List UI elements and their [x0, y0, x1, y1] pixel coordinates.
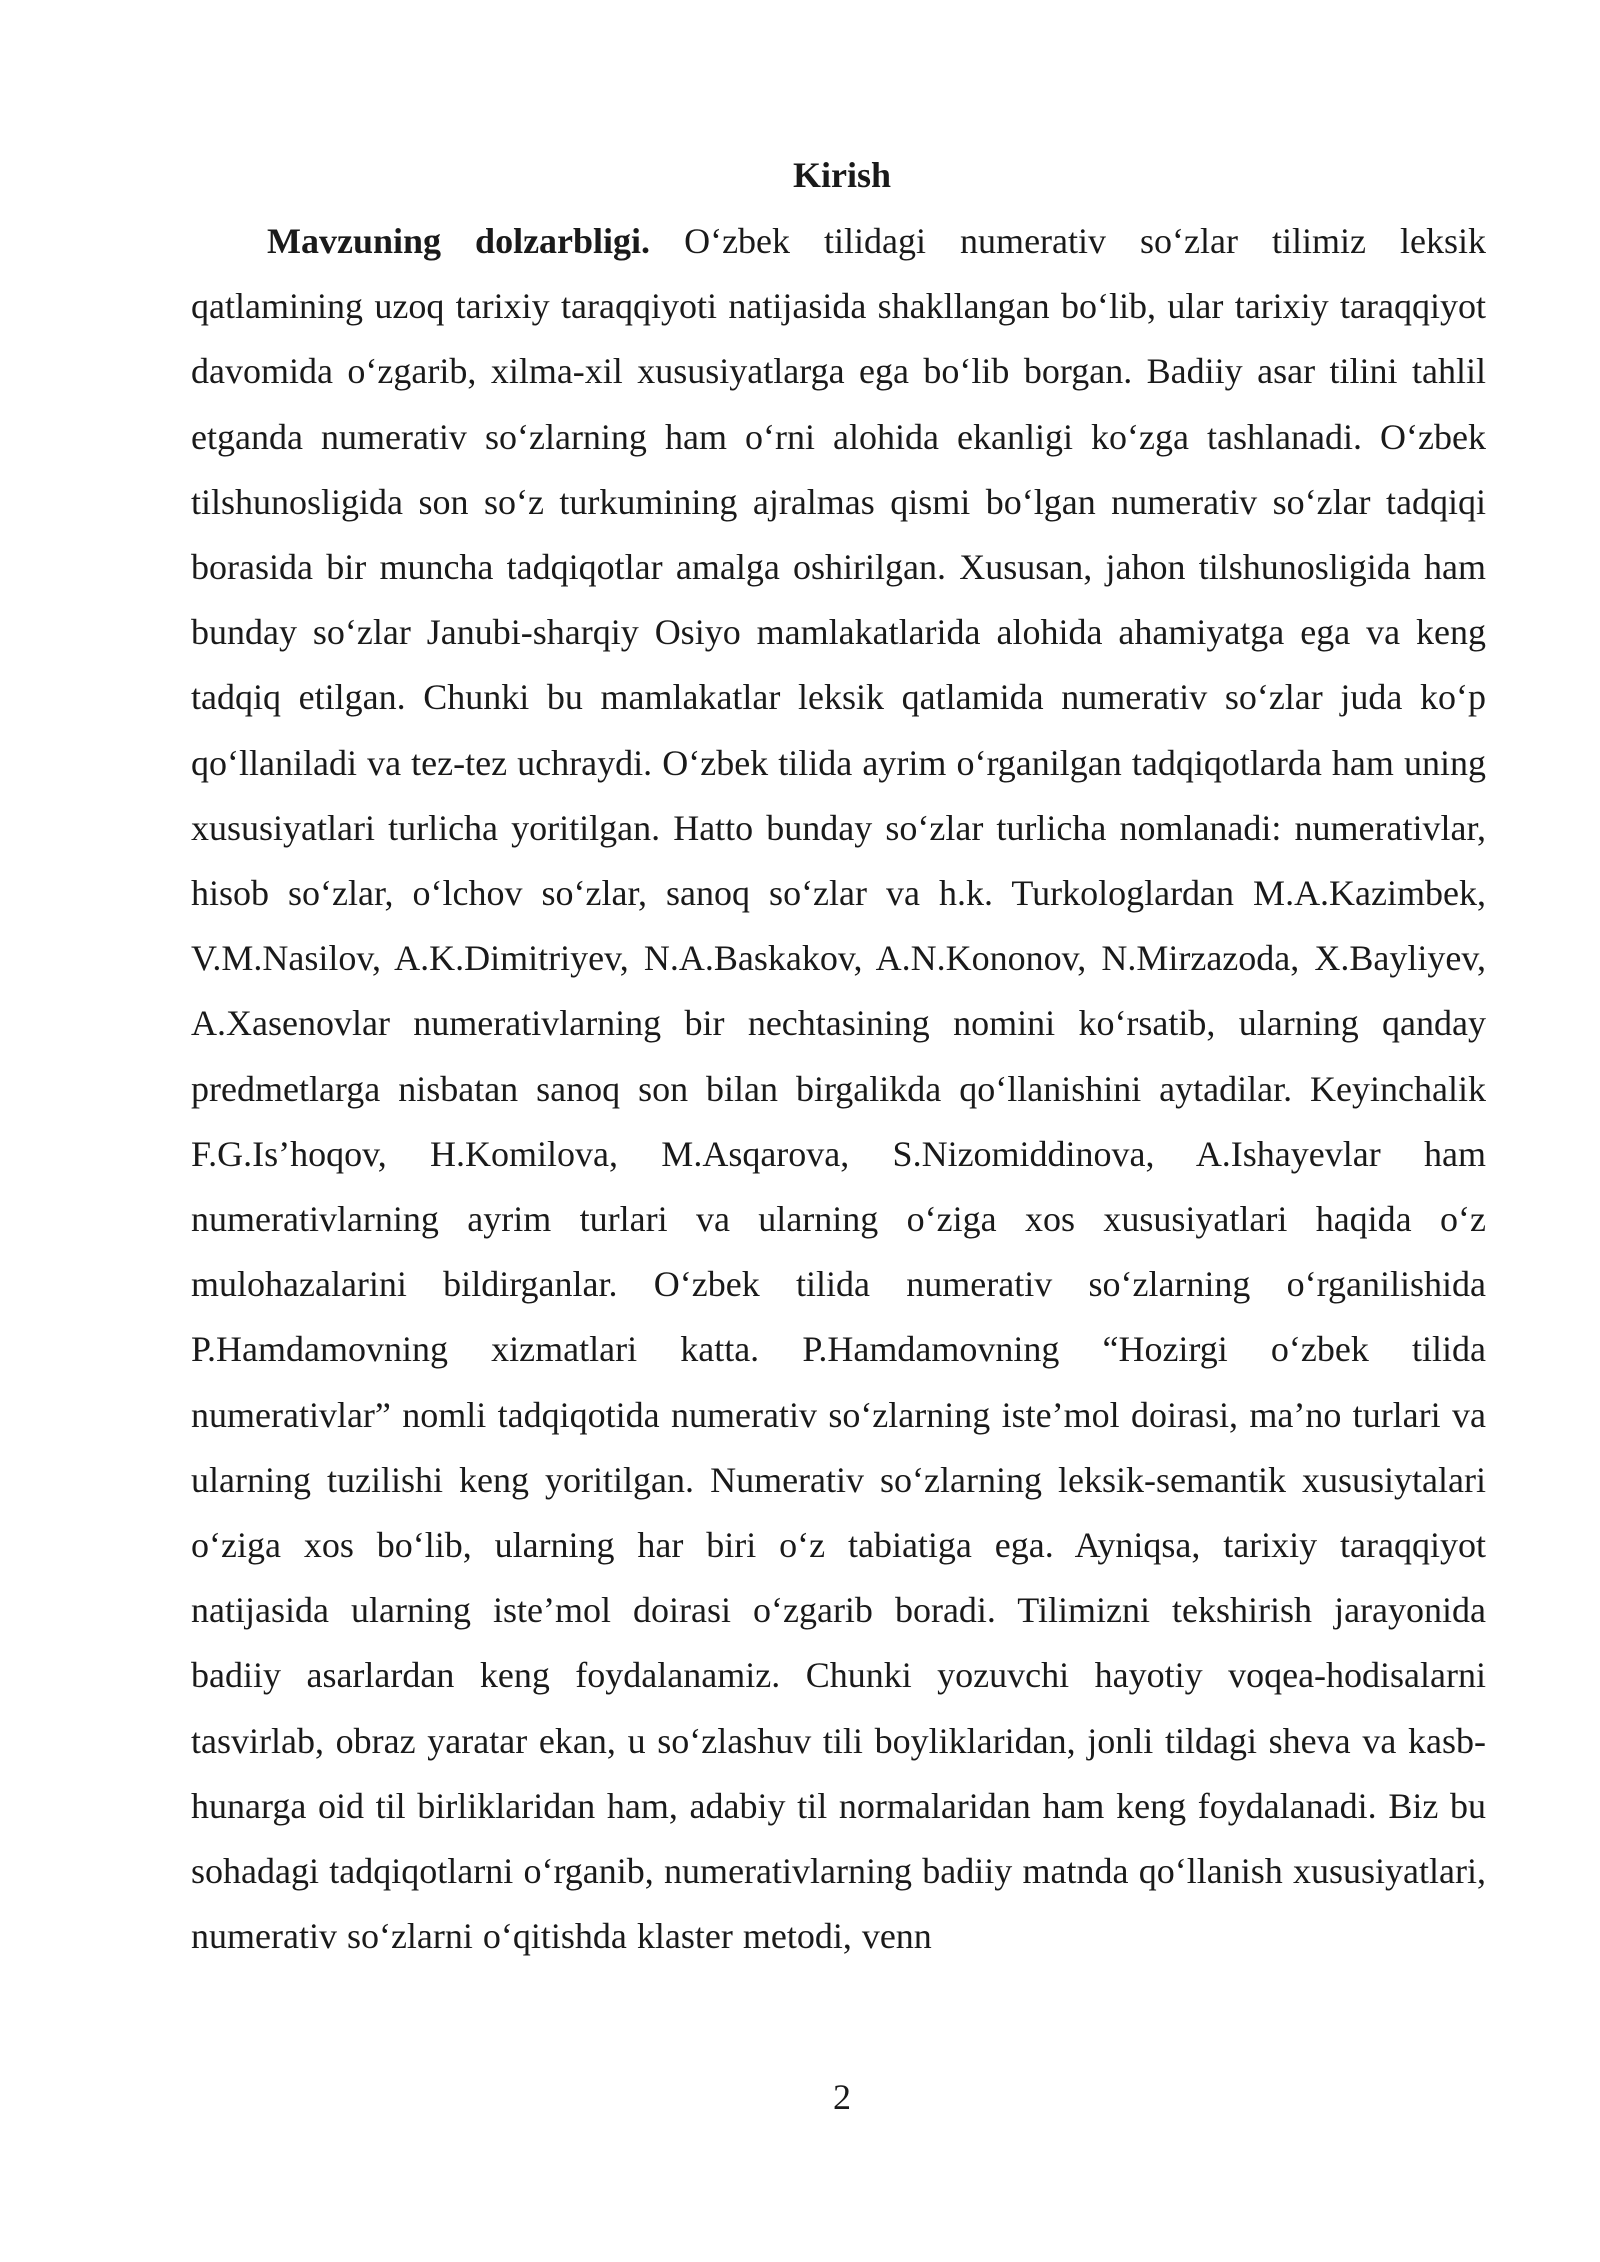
body-paragraph	[191, 209, 1486, 1969]
section-heading: Kirish	[792, 155, 891, 195]
lead-label: Mavzuning dolzarbligi.	[267, 221, 651, 261]
paragraph-text: O‘zbek tilidagi numerativ so‘zlar tilimiz leksik qatlamining uzoq tarixiy taraqqiyoti natijasida shakllangan bo‘lib, ular tarixiy taraqqiyot davomida o‘zgarib, xilma-xil xususiyatlarga ega bo‘lib borgan. Badiiy asar tilini tahlil etganda numerativ so‘zlarning ham o‘rni alohida ekanligi ko‘zga tashlanadi. O‘zbek tilshunosligida son so‘z turkumining ajralmas qismi bo‘lgan numerativ so‘zlar tadqiqi borasida bir muncha tadqiqotlar amalga oshirilgan. Xususan, jahon tilshunosligida ham bunday so‘zlar Janubi-sharqiy Osiyo mamlakatlarida alohida ahamiyatga ega va keng tadqiq etilgan. Chunki bu mamlakatlar leksik qatlamida numerativ so‘zlar juda ko‘p qo‘llaniladi va tez-tez uchraydi. O‘zbek tilida ayrim o‘rganilgan tadqiqotlarda ham uning xususiyatlari turlicha yoritilgan. Hatto bunday so‘zlar turlicha nomlanadi: numerativlar, hisob so‘zlar, o‘lchov so‘zlar, sanoq so‘zlar va h.k. Turkologlardan M.A.Kazimbek, V.M.Nasilov, A.K.Dimitriyev, N.A.Baskakov, A.N.Kononov, N.Mirzazoda, X.Bayliyev, A.Xasenovlar numerativlarning bir nechtasining nomini ko‘rsatib, ularning qanday predmetlarga nisbatan sanoq son bilan birgalikda qo‘llanishini aytadilar. Keyinchalik F.G.Is’hoqov, H.Komilova, M.Asqarova, S.Nizomiddinova, A.Ishayevlar ham numerativlarning ayrim turlari va ularning o‘ziga xos xususiyatlari haqida o‘z mulohazalarini bildirganlar. O‘zbek tilida numerativ so‘zlarning o‘rganilishida P.Hamdamovning xizmatlari katta. P.Hamdamovning “Hozirgi o‘zbek tilida numerativlar” nomli tadqiqotida numerativ so‘zlarning iste’mol doirasi, ma’no turlari va ularning tuzilishi keng yoritilgan. Numerativ so‘zlarning leksik-semantik xususiytalari o‘ziga xos bo‘lib, ularning har biri o‘z tabiatiga ega. Ayniqsa, tarixiy taraqqiyot natijasida ularning iste’mol doirasi o‘zgarib boradi. Tilimizni tekshirish jarayonida badiiy asarlardan keng foydalanamiz. Chunki yozuvchi hayotiy voqea-hodisalarni tasvirlab, obraz yaratar ekan, u so‘zlashuv tili boyliklaridan, jonli tildagi sheva va kasb-hunarga oid til birliklaridan ham, adabiy til normalaridan ham keng foydalanadi. Biz bu sohadagi tadqiqotlarni o‘rganib, numerativlarning badiiy matnda qo‘llanish xususiyatlari, numerativ so‘zlarni o‘qitishda klaster metodi, venn	[191, 221, 1487, 1957]
page-number: 2	[833, 2077, 851, 2117]
